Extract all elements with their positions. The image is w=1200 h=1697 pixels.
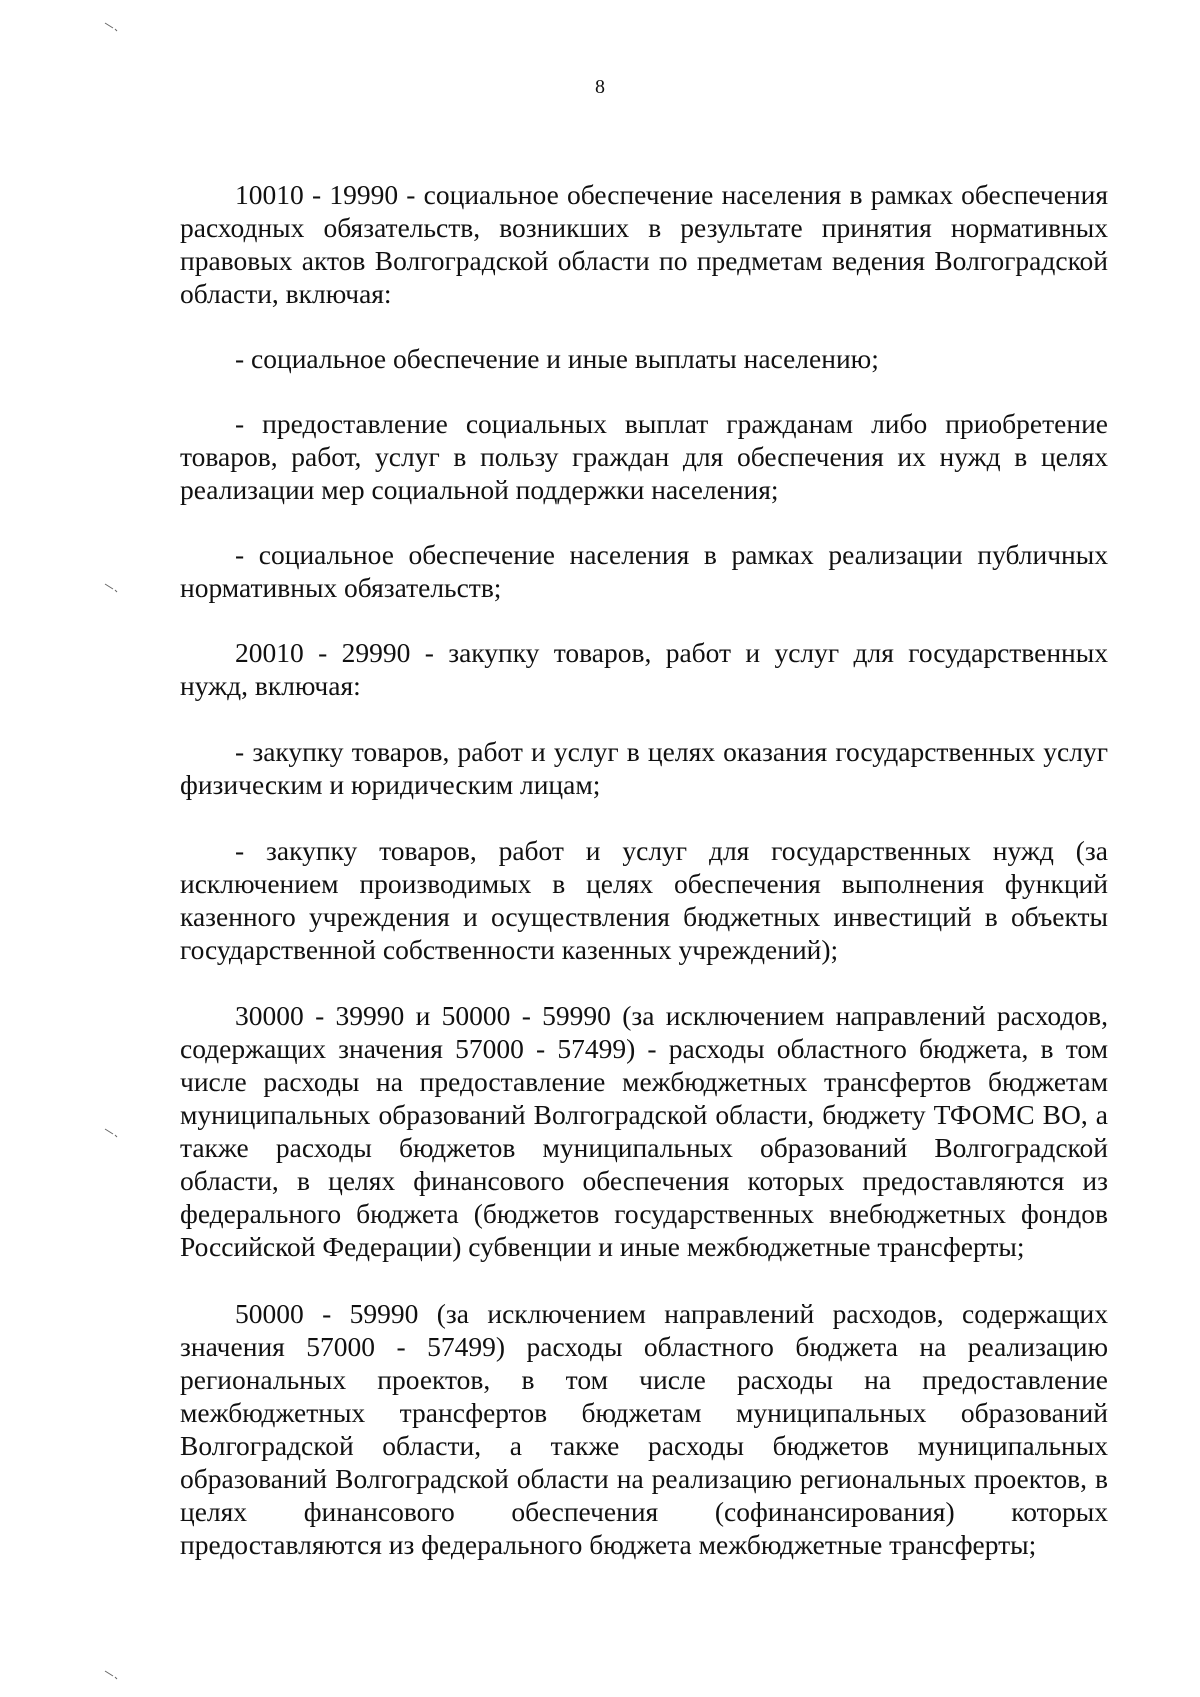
list-item-procurement-state-needs: - закупку товаров, работ и услуг для государственных нужд (за исключением производимых в целях обеспечения выполнения функций казенного учреждения и осуществления бюджетных инвестиций в объекты государственной собственности казенных учреждений); <box>180 835 1108 965</box>
list-item-social-support: - предоставление социальных выплат гражданам либо приобретение товаров, работ, услуг в пользу граждан для обеспечения их нужд в целях реализации мер социальной поддержки населения; <box>180 408 1108 505</box>
paragraph-regional-budget-expenses: 30000 - 39990 и 50000 - 59990 (за исключением направлений расходов, содержащих значения 57000 - 57499) - расходы областного бюджета, в том числе расходы на предоставление межбюджетных трансфертов бюджетам муниципальных образований Волгоградской области, бюджету ТФОМС ВО, а также расходы бюджетов муниципальных образований Волгоградской области, в целях финансового обеспечения которых предоставляются из федерального бюджета (бюджетов государственных внебюджетных фондов Российской Федерации) субвенции и иные межбюджетные трансферты; <box>180 1000 1108 1262</box>
list-item-procurement-services: - закупку товаров, работ и услуг в целях оказания государственных услуг физическим и юридическим лицам; <box>180 736 1108 800</box>
list-item-public-obligations: - социальное обеспечение населения в рамках реализации публичных нормативных обязательств; <box>180 539 1108 603</box>
scan-mark <box>104 1670 118 1680</box>
paragraph-regional-projects: 50000 - 59990 (за исключением направлений расходов, содержащих значения 57000 - 57499) расходы областного бюджета на реализацию региональных проектов, в том числе расходы на предоставление межбюджетных трансфертов бюджетам муниципальных образований Волгоградской области, а также расходы бюджетов муниципальных образований Волгоградской области на реализацию региональных проектов, в целях финансового обеспечения (софинансирования) которых предоставляются из федерального бюджета межбюджетные трансферты; <box>180 1298 1108 1560</box>
scan-mark <box>104 1128 118 1138</box>
scan-mark <box>104 22 118 32</box>
page-number: 8 <box>595 76 605 98</box>
list-item-social-payments: - социальное обеспечение и иные выплаты населению; <box>235 343 879 374</box>
scan-mark <box>104 583 118 593</box>
document-body <box>180 178 1108 1561</box>
paragraph-procurement: 20010 - 29990 - закупку товаров, работ и услуг для государственных нужд, включая: <box>180 637 1108 701</box>
paragraph-social-provision: 10010 - 19990 - социальное обеспечение населения в рамках обеспечения расходных обязательств, возникших в результате принятия нормативных правовых актов Волгоградской области по предметам ведения Волгоградской области, включая: <box>180 179 1108 309</box>
